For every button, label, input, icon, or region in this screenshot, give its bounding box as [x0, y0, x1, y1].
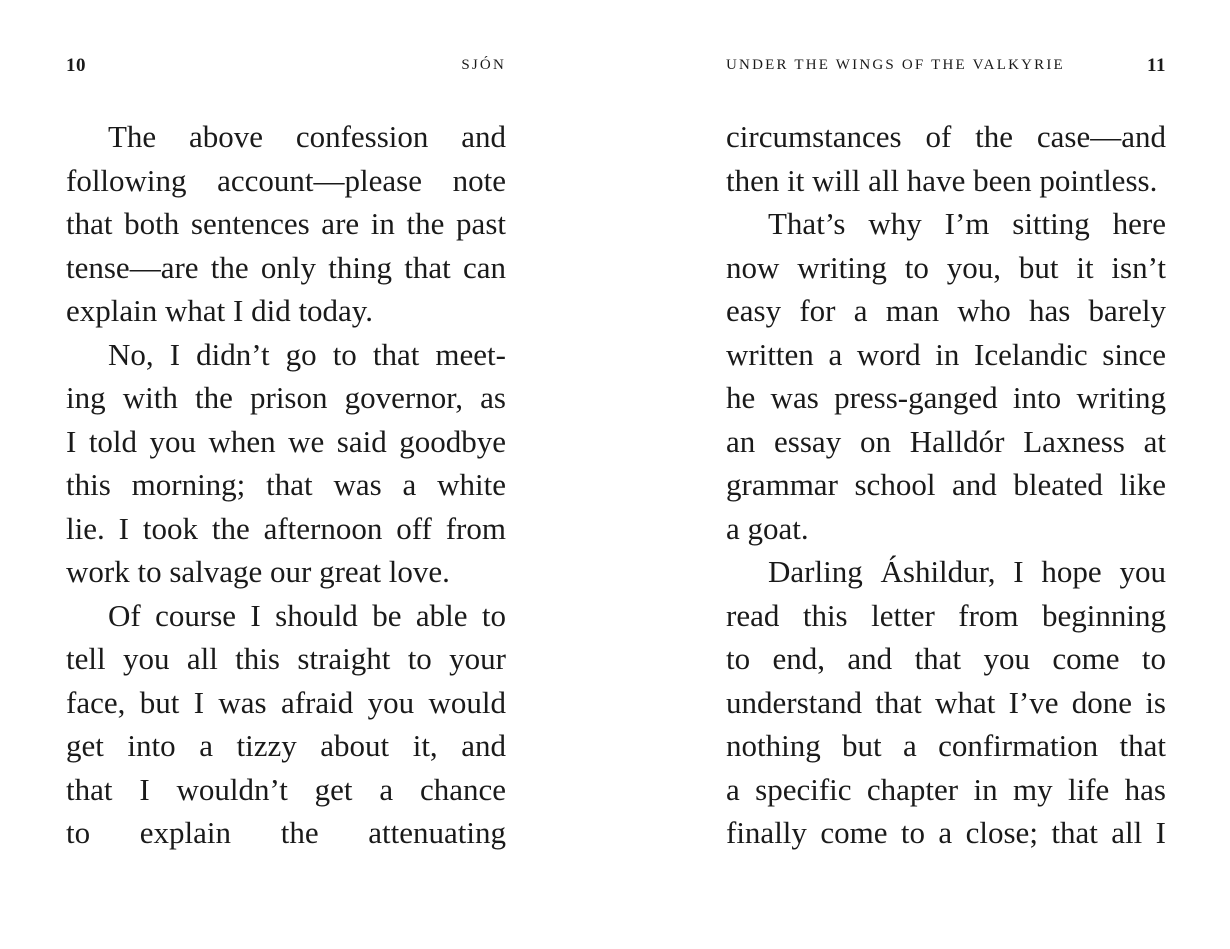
- text-line: read this letter from beginning: [726, 597, 1166, 633]
- text-line: ing with the prison governor, as: [66, 380, 506, 415]
- running-head: [66, 55, 506, 79]
- text-line: to end, and that you come to: [726, 641, 1166, 676]
- text-line: get into a tizzy about it, and: [66, 728, 506, 763]
- text-line: nothing but a confirmation that: [726, 728, 1166, 763]
- text-line: now writing to you, but it isn’t: [726, 249, 1166, 285]
- text-line: a specific chapter in my life has: [726, 771, 1166, 807]
- running-head-author: SJÓN: [461, 57, 506, 73]
- page-number: 10: [66, 55, 86, 76]
- text-line: written a word in Icelandic since: [726, 336, 1166, 372]
- text-line: tense—are the only thing that can: [66, 249, 506, 285]
- page-number: 11: [1147, 55, 1166, 76]
- text-line: he was press-ganged into writing: [726, 380, 1166, 415]
- text-line: Of course I should be able to: [108, 597, 506, 633]
- running-head-title: UNDER THE WINGS OF THE VALKYRIE: [726, 57, 1065, 73]
- text-line: following account—please note: [66, 162, 506, 198]
- text-line: explain what I did today.: [66, 293, 374, 328]
- text-line: a goat.: [726, 510, 809, 546]
- text-line: grammar school and bleated like: [726, 467, 1166, 502]
- text-line: then it will all have been pointless.: [726, 162, 1158, 198]
- text-line: an essay on Halldór Laxness at: [726, 423, 1166, 459]
- text-line: work to salvage our great love.: [66, 554, 450, 589]
- text-line: tell you all this straight to your: [66, 641, 506, 676]
- text-line: finally come to a close; that all I: [726, 815, 1166, 850]
- text-line: circumstances of the case—and: [726, 119, 1166, 154]
- text-line: Darling Áshildur, I hope you: [768, 554, 1166, 589]
- text-line: I told you when we said goodbye: [66, 423, 506, 459]
- text-line: No, I didn’t go to that meet-: [108, 336, 506, 372]
- text-line: that I wouldn’t get a chance: [66, 771, 506, 807]
- body-text: [66, 115, 506, 855]
- text-line: easy for a man who has barely: [726, 293, 1166, 328]
- right-page: [726, 0, 1166, 949]
- running-head: [726, 55, 1166, 79]
- text-line: understand that what I’ve done is: [726, 684, 1166, 720]
- left-page: [66, 0, 506, 949]
- text-line: face, but I was afraid you would: [66, 684, 506, 720]
- text-line: to explain the attenuating: [66, 815, 506, 850]
- text-line: lie. I took the afternoon off from: [66, 510, 506, 546]
- text-line: that both sentences are in the past: [66, 206, 506, 241]
- text-line: The above confession and: [108, 119, 506, 154]
- body-text: [726, 115, 1166, 855]
- text-line: this morning; that was a white: [66, 467, 506, 502]
- text-line: That’s why I’m sitting here: [768, 206, 1166, 241]
